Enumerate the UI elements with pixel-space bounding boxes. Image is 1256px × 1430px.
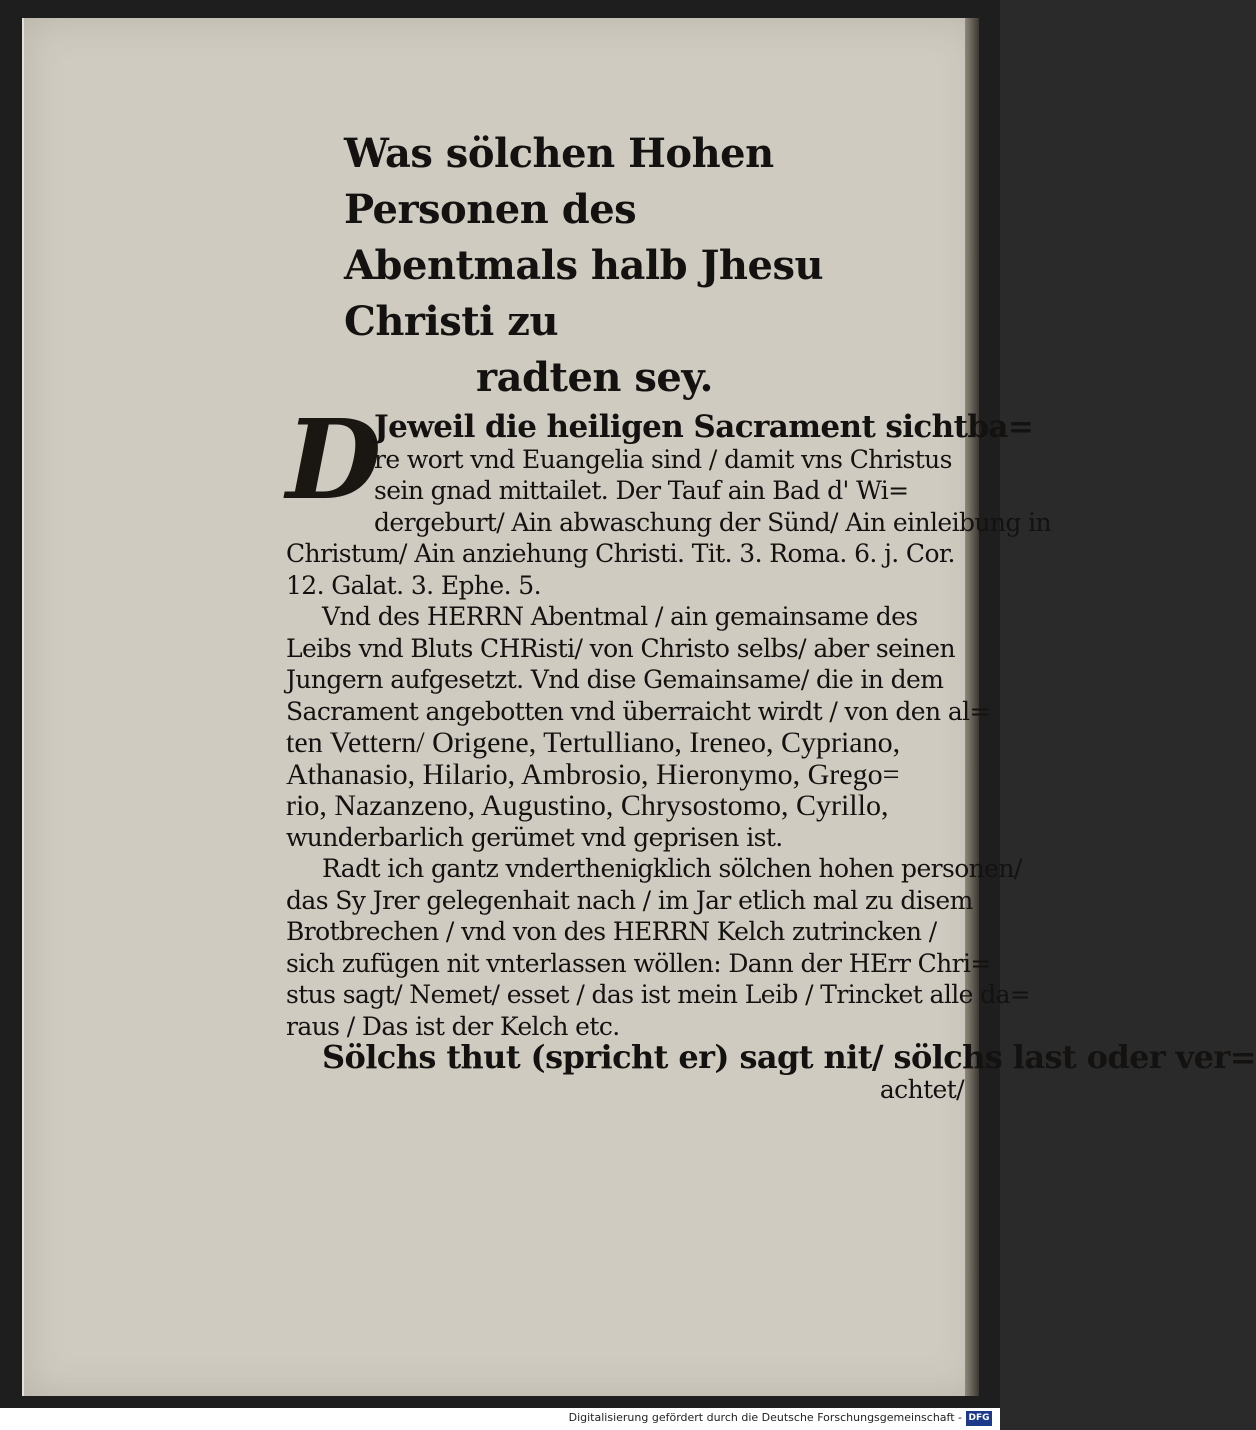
text-line: re wort vnd Euangelia sind / damit vns Christus bbox=[374, 444, 952, 474]
text-line: Leibs vnd Bluts CHRisti/ von Christo selbs/ aber seinen bbox=[286, 633, 955, 663]
title-line-2: Abentmals halb Jhesu Christi zu bbox=[344, 242, 824, 345]
text-line: ten Vettern/ Origene, Tertulliano, Ireneo, Cypriano, bbox=[286, 726, 901, 759]
text-line: Radt ich gantz vnderthenigklich sölchen hohen personen/ bbox=[322, 854, 1022, 883]
text-line: Jungern aufgesetzt. Vnd dise Gemainsame/ die in dem bbox=[286, 665, 944, 694]
text-line: dergeburt/ Ain abwaschung der Sünd/ Ain einleibung in bbox=[374, 507, 1052, 537]
page-text bbox=[286, 126, 1256, 1105]
text-line: Vnd des HERRN Abentmal / ain gemainsame des bbox=[322, 602, 918, 631]
text-line: Athanasio, Hilario, Ambrosio, Hieronymo, Grego= bbox=[286, 757, 900, 791]
dropcap-initial: D bbox=[286, 395, 381, 524]
footer-bar bbox=[0, 1408, 1000, 1430]
text-line: Jeweil die heiligen Sacrament sichtba= bbox=[374, 409, 1034, 445]
text-line: Sölchs thut (spricht er) sagt nit/ sölchs last oder ver= bbox=[322, 1038, 1256, 1076]
text-line: Sacrament angebotten vnd überraicht wirdt / von den al= bbox=[286, 696, 990, 726]
page-title bbox=[344, 126, 976, 406]
text-line: Christum/ Ain anziehung Christi. Tit. 3. Roma. 6. j. Cor. bbox=[286, 539, 955, 568]
footer-credit: Digitalisierung gefördert durch die Deutsche Forschungsgemeinschaft - bbox=[568, 1411, 962, 1424]
book-page bbox=[22, 18, 1256, 1396]
text-line: Brotbrechen / vnd von des HERRN Kelch zutrincken / bbox=[286, 917, 937, 946]
text-line: raus / Das ist der Kelch etc. bbox=[286, 1011, 620, 1041]
title-line-3: radten sey. bbox=[476, 354, 713, 401]
catchword: achtet/ bbox=[879, 1074, 964, 1104]
text-line: stus sagt/ Nemet/ esset / das ist mein Leib / Trincket alle da= bbox=[286, 980, 1031, 1009]
dfg-logo: DFG bbox=[966, 1411, 992, 1426]
text-line: wunderbarlich gerümet vnd geprisen ist. bbox=[286, 822, 783, 852]
text-line: rio, Nazanzeno, Augustino, Chrysostomo, Cyrillo, bbox=[286, 789, 889, 822]
text-line: sich zufügen nit vnterlassen wöllen: Dann der HErr Chri= bbox=[286, 948, 991, 978]
text-line: 12. Galat. 3. Ephe. 5. bbox=[286, 570, 541, 600]
paragraph-4 bbox=[286, 1038, 1256, 1105]
text-line: das Sy Jrer gelegenhait nach / im Jar etlich mal zu disem bbox=[286, 885, 973, 915]
paragraph-2 bbox=[286, 601, 990, 853]
text-line: sein gnad mittailet. Der Tauf ain Bad d' Wi= bbox=[374, 476, 909, 505]
title-line-1: Was sölchen Hohen Personen des bbox=[344, 130, 774, 233]
paragraph-1 bbox=[286, 395, 1052, 601]
paragraph-3 bbox=[286, 853, 1031, 1042]
